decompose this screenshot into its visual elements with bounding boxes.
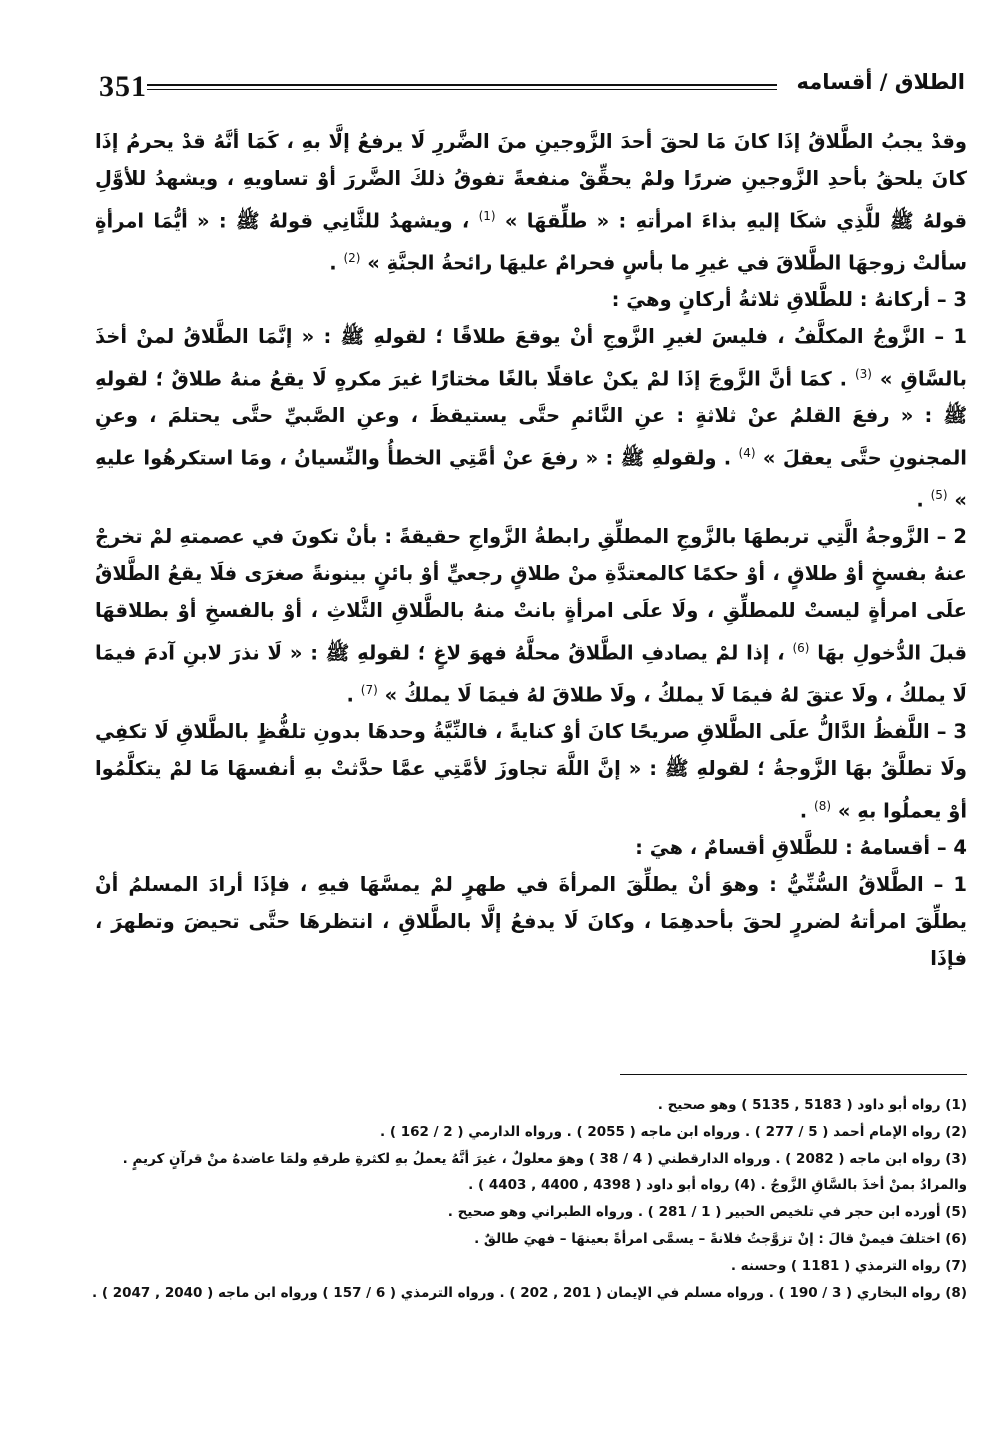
paragraph [95,519,967,714]
paragraph-text: . ولقولهِ ﷺ : « رفعَ عنْ أمَّتِي الخطأُ والنِّسيانُ ، ومَا استكرهُوا عليهِ » [95,446,967,512]
footnote: (3) رواه ابن ماجه ( 2082 ) . ورواه الدارقطني ( 4 / 38 ) وهوَ معلولٌ ، غيرَ أنَّهُ يعملُ بهِ لكثرةِ طرقهِ ولمَا عاضدهُ منْ قرآنٍ كريمٍ . [122,1150,967,1167]
footnote-ref: (7) [360,683,378,698]
paragraph-text: . [346,683,354,707]
footnote: (8) رواه البخاري ( 3 / 190 ) . ورواه مسلم في الإيمان ( 201 , 202 ) . ورواه الترمذي ( 6 / 157 ) ورواه ابن ماجه ( 2040 , 2047 ) . [92,1284,967,1301]
page-header [95,70,965,110]
section-heading: 3 – أركانهُ : للطَّلاقِ ثلاثةُ أركانٍ وهيَ : [611,288,967,312]
section-heading: 4 – أقسامهُ : للطَّلاقِ أقسامٌ ، هيَ : [635,836,967,860]
footnote-ref: (3) [854,366,872,381]
paragraph-text: ، إذا لمْ يصادفِ الطَّلاقُ محلَّهُ فهوَ لاغٍ ؛ لقولهِ ﷺ : « لَا نذرَ لابنِ آدمَ فيمَا لَا يملكُ ، ولَا عتقَ لهُ فيمَا لَا يملكُ ، ولَا طلاقَ لهُ فيمَا لَا يملكُ » [95,641,967,707]
footnote-ref: (6) [792,640,810,655]
footnote: (6) اختلفَ فيمنْ قالَ : إنْ تزوَّجتُ فلانةً – يسمَّى امرأةً بعينهَا – فهيَ طالقٌ . [474,1230,967,1247]
footnote: والمرادُ بمنْ أخذَ بالسَّاقِ الزَّوجُ . (4) رواه أبو داود ( 4398 , 4400 , 4403 ) . [468,1177,967,1194]
paragraph-text: ، ويشهدُ للثَّانِي قولهُ ﷺ : « أيُّمَا امرأةٍ سألتْ زوجهَا الطَّلاقَ في غيرِ ما بأسٍ فحرامٌ عليهَا رائحةُ الجنَّةِ » [95,209,967,275]
footnote: (7) رواه الترمذي ( 1181 ) وحسنه . [730,1257,967,1274]
footnote-ref: (4) [738,445,756,460]
paragraph [95,124,967,282]
paragraph-text: . [799,799,808,823]
header-rule [147,84,777,86]
footnote-ref: (8) [814,799,832,814]
page-number: 351 [99,70,147,103]
main-text [95,124,967,978]
footnote-ref: (5) [930,488,948,503]
footnote: (1) رواه أبو داود ( 5183 , 5135 ) وهو صحيح . [657,1097,967,1113]
header-rule-thin [147,89,777,90]
footnotes [92,1092,967,1306]
running-title: الطلاق / أقسامه [796,70,965,94]
paragraph [95,714,967,830]
paragraph-text: وقدْ يجبُ الطَّلاقُ إذَا كانَ مَا لحقَ أحدَ الزَّوجينِ منَ الضَّررِ لَا يرفعُ إلَّا بهِ ، كَمَا أنَّهُ قدْ يحرمُ إذَا كانَ يلحقُ بأحدِ الزَّوجينِ ضررًا ولمْ يحقِّقْ منفعةً تفوقُ ذلكَ الضَّررَ أوْ تساويهِ ، ويشهدُ للأوَّلِ قولهُ ﷺ للَّذِي شكَا إليهِ بذاءَ امرأتهِ : « طلِّقهَا » [95,130,967,233]
paragraph [95,319,967,519]
paragraph-text: . [329,251,337,275]
footnote-ref: (2) [343,250,361,265]
footnote: (5) أورده ابن حجر في تلخيص الحبير ( 1 / 281 ) . ورواه الطبراني وهو صحيح . [447,1204,967,1221]
footnote-ref: (1) [478,208,496,223]
paragraph-text: 3 – اللَّفظُ الدَّالُّ علَى الطَّلاقِ صريحًا كانَ أوْ كنايةً ، فالنِّيَّةُ وحدهَا بدونِ تلفُّظٍ بالطَّلاقِ لَا تكفِي ولَا تطلَّقُ بهَا الزَّوجةُ ؛ لقولهِ ﷺ : « إنَّ اللَّهَ تجاوزَ لأمَّتِي عمَّا حدَّثتْ بهِ أنفسهَا مَا لمْ يتكلَّمُوا أوْ يعملُوا بهِ » [95,720,967,823]
paragraph-text: 2 – الزَّوجةُ الَّتِي تربطهَا بالزَّوجِ المطلِّقِ رابطةُ الزَّواجِ حقيقةً : بأنْ تكونَ في عصمتهِ لمْ تخرجْ عنهُ بفسخٍ أوْ طلاقٍ ، أوْ حكمًا كالمعتدَّةِ منْ طلاقٍ رجعيٍّ أوْ بائنٍ بينونةً صغرَى فلَا يقعُ الطَّلاقُ علَى امرأةٍ ليستْ للمطلِّقِ ، ولَا علَى امرأةٍ بانتْ منهُ بالطَّلاقِ الثَّلاثِ ، أوْ بالفسخِ أوْ بطلاقهَا قبلَ الدُّخولِ بهَا [95,525,968,665]
footnote: (2) رواه الإمام أحمد ( 5 / 277 ) . ورواه ابن ماجه ( 2055 ) . ورواه الدارمي ( 2 / 162 ) . [380,1123,967,1140]
footnote-divider [620,1074,967,1075]
paragraph: 1 – الطَّلاقُ السُّنِّيُّ : وهوَ أنْ يطلِّقَ المرأةَ في طهرٍ لمْ يمسَّهَا فيهِ ، فإذَا أرادَ المسلمُ أنْ يطلِّقَ امرأتهُ لضررٍ لحقَ بأحدهِمَا ، وكانَ لَا يدفعُ إلَّا بالطَّلاقِ ، انتظرهَا حتَّى تحيضَ وتطهرَ ، فإذَا [95,873,967,970]
paragraph-text: . [916,488,924,512]
paragraph-text: . كمَا أنَّ الزَّوجَ إذَا لمْ يكنْ عاقلًا بالغًا مختارًا غيرَ مكرهٍ لَا يقعُ منهُ طلاقٌ ؛ لقولهِ ﷺ : « رفعَ القلمُ عنْ ثلاثةٍ : عنِ النَّائمِ حتَّى يستيقظَ ، وعنِ الصَّبيِّ حتَّى يحتلمَ ، وعنِ المجنونِ حتَّى يعقلَ » [95,367,967,470]
paragraph-text: 1 – الزَّوجُ المكلَّفُ ، فليسَ لغيرِ الزَّوجِ أنْ يوقعَ طلاقًا ؛ لقولهِ ﷺ : « إنَّمَا الطَّلاقُ لمنْ أخذَ بالسَّاقِ » [95,324,967,391]
